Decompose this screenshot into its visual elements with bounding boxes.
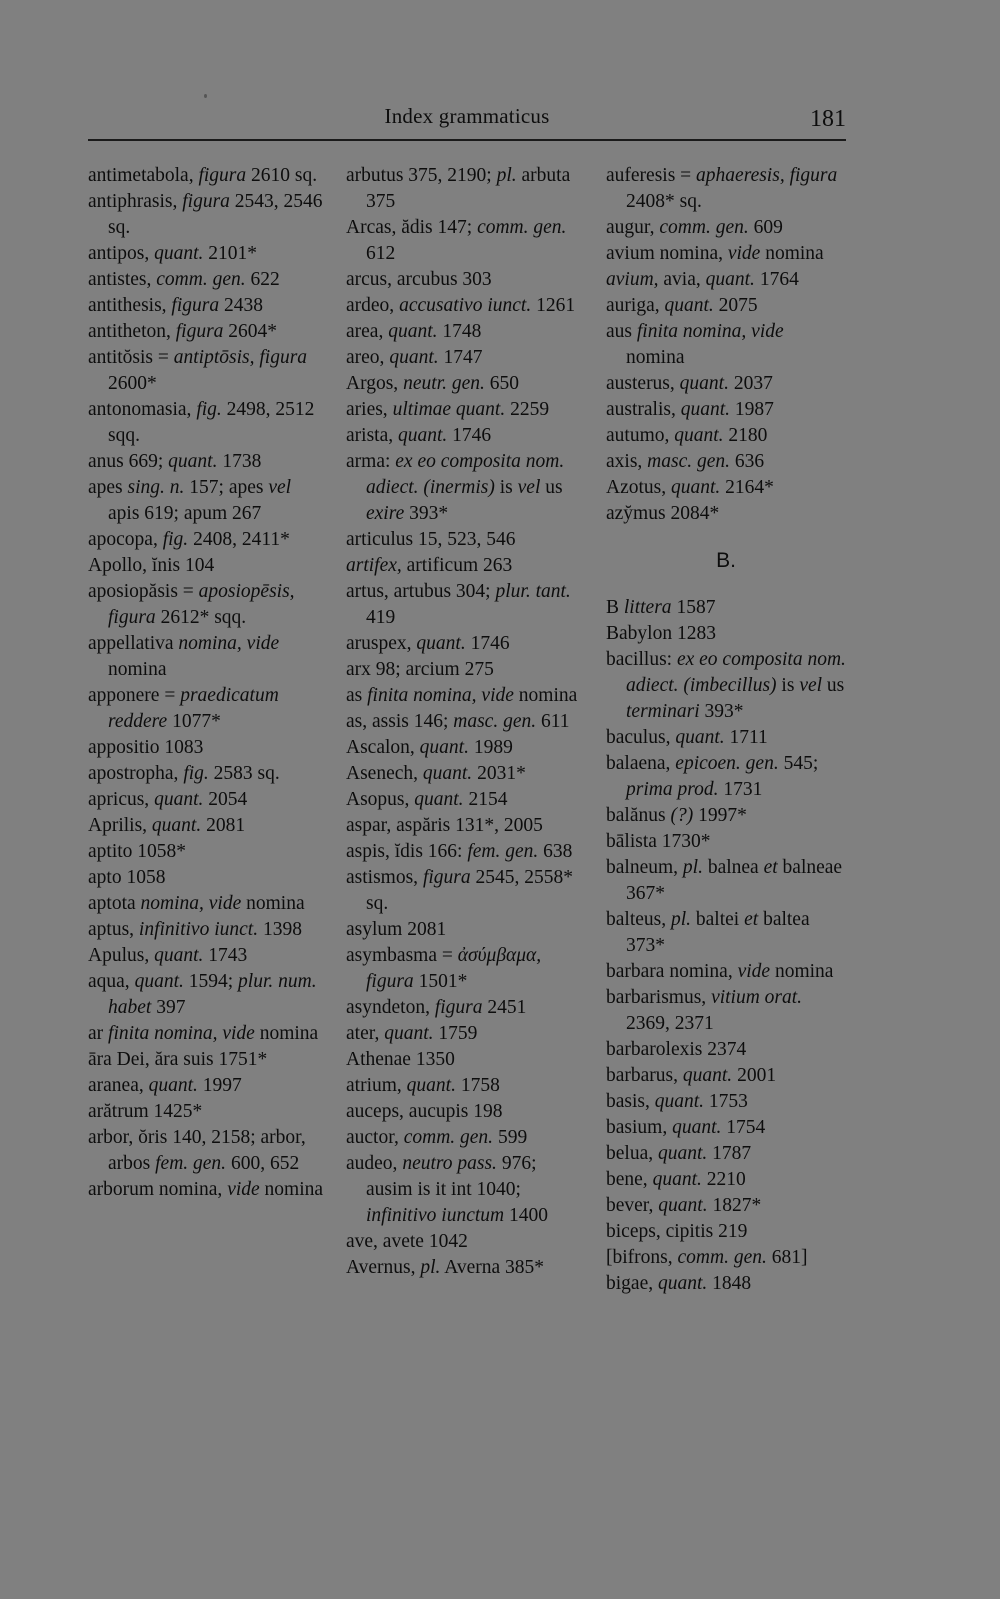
index-entry: apricus, quant. 2054 (88, 789, 248, 810)
index-entry: as finita nomina, vide nomina (346, 685, 578, 706)
index-entry: areo, quant. 1747 (346, 347, 483, 368)
index-entry: axis, masc. gen. 636 (606, 451, 765, 472)
index-entry: antipos, quant. 2101* (88, 243, 258, 264)
index-entry: antonomasia, fig. 2498, 2512 sqq. (88, 399, 315, 446)
index-entry: audeo, neutro pass. 976; ausim is it int 1040; infinitivo iunctum 1400 (346, 1153, 548, 1226)
index-entry: auctor, comm. gen. 599 (346, 1127, 528, 1148)
index-entry: apocopa, fig. 2408, 2411* (88, 529, 290, 550)
index-entry: anus 669; quant. 1738 (88, 451, 262, 472)
index-entry: āra Dei, ăra suis 1751* (88, 1049, 268, 1070)
index-entry: balneum, pl. balnea et balneae 367* (606, 857, 843, 904)
index-entry: antimetabola, figura 2610 sq. (88, 165, 318, 186)
page-number: 181 (810, 106, 846, 132)
ink-speck (204, 94, 207, 98)
index-entry: apponere = praedicatum reddere 1077* (88, 685, 279, 732)
index-entry: biceps, cipitis 219 (606, 1221, 748, 1242)
index-entry: auferesis = aphaeresis, figura 2408* sq. (606, 165, 838, 212)
index-entry: Asopus, quant. 2154 (346, 789, 508, 810)
index-entry: asylum 2081 (346, 919, 447, 940)
index-entry: bever, quant. 1827* (606, 1195, 762, 1216)
index-entry: arătrum 1425* (88, 1101, 203, 1122)
index-entry: aptota nomina, vide nomina (88, 893, 305, 914)
index-entry: bālista 1730* (606, 831, 711, 852)
index-entry: aus finita nomina, vide nomina (606, 321, 784, 368)
index-entry: astismos, figura 2545, 2558* sq. (346, 867, 573, 914)
index-entry: antitheton, figura 2604* (88, 321, 278, 342)
index-entry: antistes, comm. gen. 622 (88, 269, 280, 290)
index-entry: avium, avia, quant. 1764 (606, 269, 799, 290)
index-entry: ave, avete 1042 (346, 1231, 468, 1252)
index-entry: bigae, quant. 1848 (606, 1273, 752, 1294)
index-entry: Babylon 1283 (606, 623, 716, 644)
index-entry: Argos, neutr. gen. 650 (346, 373, 519, 394)
index-entry: Athenae 1350 (346, 1049, 455, 1070)
index-entry: apostropha, fig. 2583 sq. (88, 763, 280, 784)
index-entry: Aprilis, quant. 2081 (88, 815, 246, 836)
index-entry: Avernus, pl. Averna 385* (346, 1257, 545, 1278)
index-entry: [bifrons, comm. gen. 681] (606, 1247, 808, 1268)
index-entry: aspar, aspăris 131*, 2005 (346, 815, 543, 836)
letter-section-heading: B. (716, 549, 736, 572)
index-entry: appellativa nomina, vide nomina (88, 633, 280, 680)
index-entry: Apulus, quant. 1743 (88, 945, 248, 966)
index-entry: ar finita nomina, vide nomina (88, 1023, 319, 1044)
index-entry: aqua, quant. 1594; plur. num. habet 397 (88, 971, 317, 1018)
index-entry: asymbasma = ἀσύμβαμα, figura 1501* (346, 945, 542, 992)
index-entry: Apollo, ĭnis 104 (88, 555, 215, 576)
index-entry: Arcas, ădis 147; comm. gen. 612 (346, 217, 567, 264)
index-entry: augur, comm. gen. 609 (606, 217, 783, 238)
index-entry: artifex, artificum 263 (346, 555, 513, 576)
index-entry: appositio 1083 (88, 737, 204, 758)
index-entry: apes sing. n. 157; apes vel apis 619; apum 267 (88, 477, 292, 524)
running-head-title: Index grammaticus (384, 104, 550, 128)
index-entry: Azotus, quant. 2164* (606, 477, 774, 498)
index-entry: antitŏsis = antiptōsis, figura 2600* (88, 347, 308, 394)
index-entry: arbor, ŏris 140, 2158; arbor, arbos fem. gen. 600, 652 (88, 1127, 306, 1174)
index-entry: australis, quant. 1987 (606, 399, 774, 420)
index-entry: aruspex, quant. 1746 (346, 633, 510, 654)
index-entry: balaena, epicoen. gen. 545; prima prod. 1731 (606, 753, 819, 800)
index-entry: B littera 1587 (606, 597, 716, 618)
index-entry: balteus, pl. baltei et baltea 373* (606, 909, 810, 956)
index-entry: arbutus 375, 2190; pl. arbuta 375 (346, 165, 571, 212)
index-entry: atrium, quant. 1758 (346, 1075, 500, 1096)
index-entry: area, quant. 1748 (346, 321, 482, 342)
index-entry: arcus, arcubus 303 (346, 269, 492, 290)
index-entry: baculus, quant. 1711 (606, 727, 768, 748)
index-entry: azy̆mus 2084* (606, 503, 720, 524)
index-entry: ater, quant. 1759 (346, 1023, 478, 1044)
index-entry: aptito 1058* (88, 841, 187, 862)
index-entry: avium nomina, vide nomina (606, 243, 824, 264)
index-entry: autumo, quant. 2180 (606, 425, 768, 446)
index-entry: artus, artubus 304; plur. tant. 419 (346, 581, 571, 628)
index-entry: basium, quant. 1754 (606, 1117, 766, 1138)
index-entry: arma: ex eo composita nom. adiect. (inermis) is vel us exire 393* (346, 451, 565, 524)
index-entry: bacillus: ex eo composita nom. adiect. (imbecillus) is vel us terminari 393* (606, 649, 846, 722)
index-entry: barbarismus, vitium orat. 2369, 2371 (606, 987, 803, 1034)
index-entry: aspis, ĭdis 166: fem. gen. 638 (346, 841, 573, 862)
index-entry: arborum nomina, vide nomina (88, 1179, 324, 1200)
index-column-2 (346, 163, 586, 1281)
index-entry: articulus 15, 523, 546 (346, 529, 516, 550)
index-entry: austerus, quant. 2037 (606, 373, 773, 394)
index-entry: ardeo, accusativo iunct. 1261 (346, 295, 576, 316)
index-entry: bene, quant. 2210 (606, 1169, 746, 1190)
header-rule (88, 139, 846, 141)
index-entry: belua, quant. 1787 (606, 1143, 752, 1164)
index-entry: barbarolexis 2374 (606, 1039, 747, 1060)
index-entry: aries, ultimae quant. 2259 (346, 399, 550, 420)
index-entry: asyndeton, figura 2451 (346, 997, 527, 1018)
index-entry: basis, quant. 1753 (606, 1091, 748, 1112)
index-column-1 (88, 163, 324, 1203)
index-entry: Asenech, quant. 2031* (346, 763, 526, 784)
index-entry: antithesis, figura 2438 (88, 295, 263, 316)
index-entry: Ascalon, quant. 1989 (346, 737, 513, 758)
index-entry: apto 1058 (88, 867, 166, 888)
index-entry: balănus (?) 1997* (606, 805, 747, 826)
index-entry: antiphrasis, figura 2543, 2546 sq. (88, 191, 323, 238)
index-entry: aptus, infinitivo iunct. 1398 (88, 919, 302, 940)
index-column-3 (606, 163, 846, 1297)
index-entry: aposiopăsis = aposiopēsis, figura 2612* sqq. (88, 581, 295, 628)
index-entry: arista, quant. 1746 (346, 425, 492, 446)
index-entry: aranea, quant. 1997 (88, 1075, 242, 1096)
index-entry: auceps, aucupis 198 (346, 1101, 503, 1122)
index-entry: as, assis 146; masc. gen. 611 (346, 711, 570, 732)
index-entry: arx 98; arcium 275 (346, 659, 494, 680)
index-entry: barbarus, quant. 2001 (606, 1065, 777, 1086)
index-entry: barbara nomina, vide nomina (606, 961, 834, 982)
index-entry: auriga, quant. 2075 (606, 295, 758, 316)
